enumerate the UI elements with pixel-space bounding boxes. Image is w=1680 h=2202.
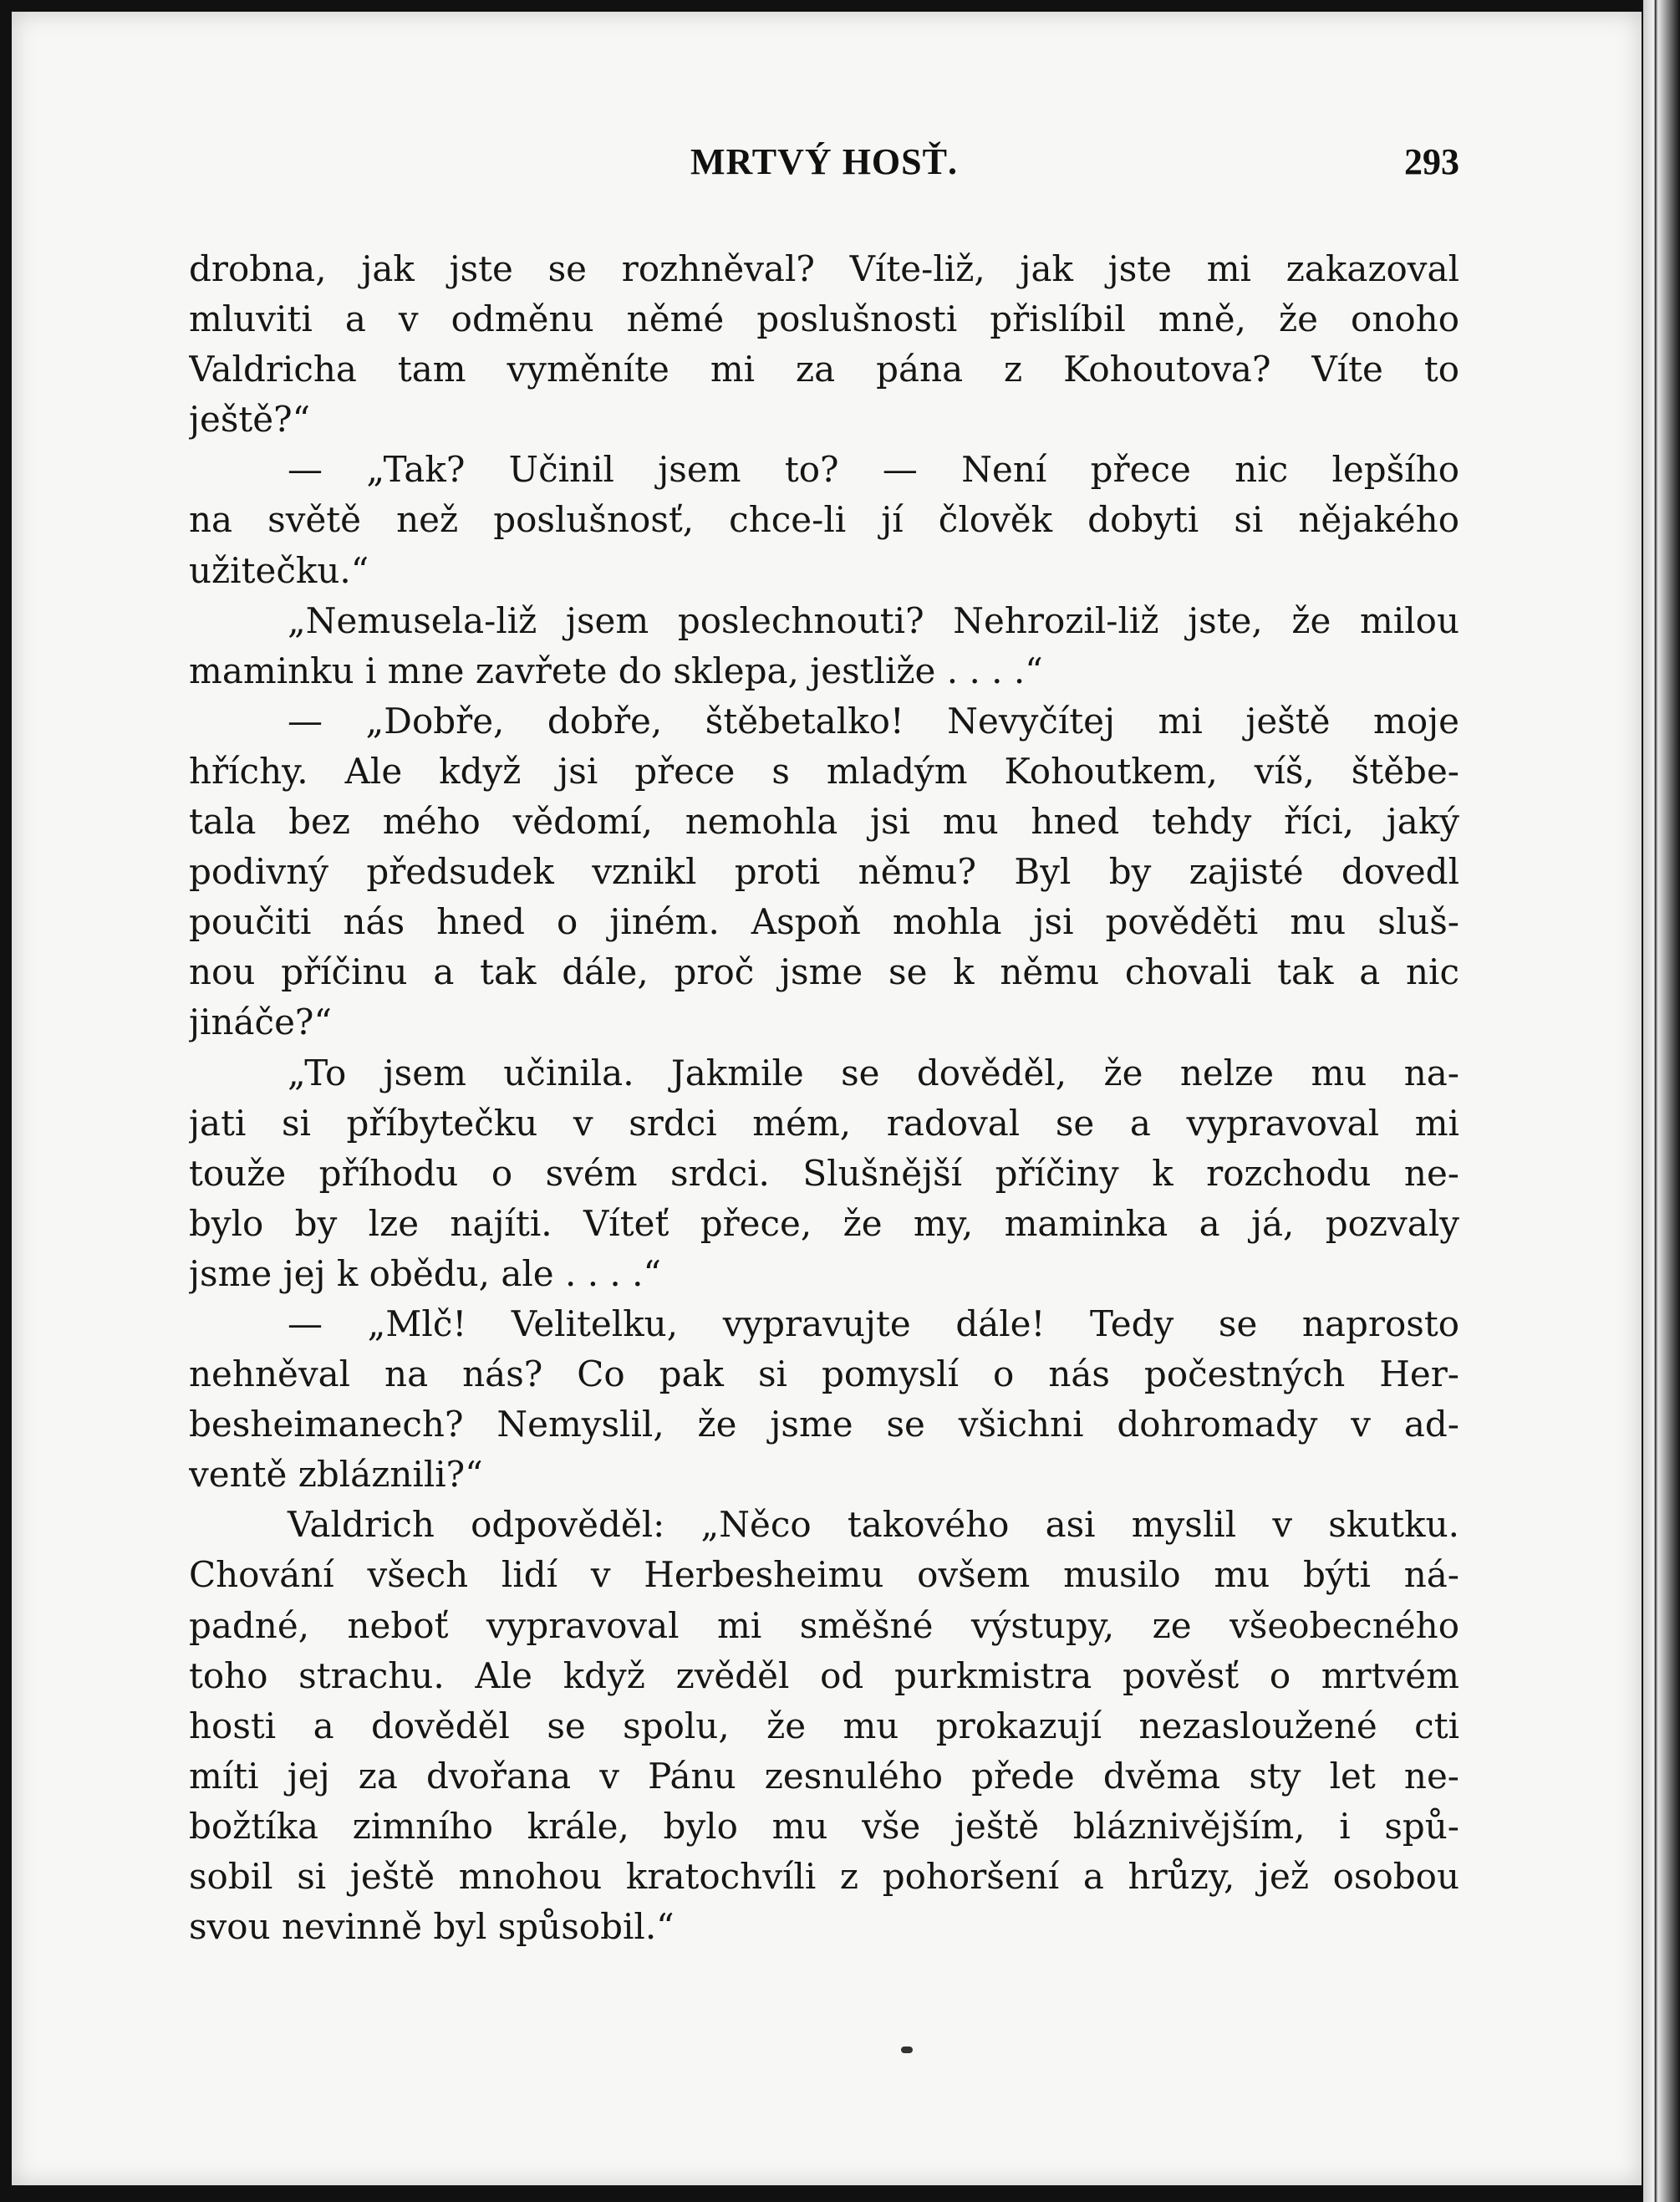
text-line: ventě zbláznili?“ [189, 1454, 483, 1496]
text-line: podivný předsudek vznikl proti němu? Byl by zajisté dovedl [189, 851, 1459, 893]
text-line: ještě?“ [189, 399, 311, 441]
text-line: Valdrich odpověděl: „Něco takového asi myslil v skutku. [288, 1504, 1459, 1546]
text-line: svou nevinně byl spůsobil.“ [189, 1906, 675, 1948]
page-edge-shadow [1643, 0, 1680, 2202]
page-number: 293 [1404, 141, 1459, 182]
text-line: touže příhodu o svém srdci. Slušnější příčiny k rozchodu ne- [189, 1152, 1459, 1194]
page-header [189, 140, 1459, 199]
text-line: — „Dobře, dobře, štěbetalko! Nevyčítej mi ještě moje [288, 700, 1459, 742]
text-line: božtíka zimního krále, bylo mu vše ještě bláznivějším, i spů- [189, 1805, 1459, 1847]
text-line: Valdricha tam vyměníte mi za pána z Kohoutova? Víte to [189, 349, 1459, 390]
text-line: hosti a dověděl se spolu, že mu prokazují nezasloužené cti [189, 1705, 1459, 1746]
text-line: jati si příbytečku v srdci mém, radoval se a vypravoval mi [189, 1102, 1459, 1144]
text-line: maminku i mne zavřete do sklepa, jestliže . . . .“ [189, 650, 1043, 691]
text-line: na světě než poslušnosť, chce-li jí člověk dobyti si nějakého [189, 499, 1459, 541]
text-line: užitečku.“ [189, 549, 369, 591]
text-line: drobna, jak jste se rozhněval? Víte-liž, jak jste mi zakazoval [189, 248, 1459, 289]
body-text [189, 244, 1459, 1952]
ink-speck [901, 2047, 913, 2053]
text-line: sobil si ještě mnohou kratochvíli z pohoršení a hrůzy, jež osobou [189, 1856, 1459, 1897]
text-line: jsme jej k obědu, ale . . . .“ [189, 1252, 661, 1294]
text-line: nou příčinu a tak dále, proč jsme se k němu chovali tak a nic [189, 951, 1459, 993]
text-line: „Nemusela-liž jsem poslechnouti? Nehrozil-liž jste, že milou [288, 599, 1459, 641]
text-line: tala bez mého vědomí, nemohla jsi mu hned tehdy říci, jaký [189, 801, 1459, 843]
text-line: bylo by lze najíti. Víteť přece, že my, maminka a já, pozvaly [189, 1202, 1459, 1244]
text-line: jináče?“ [189, 1002, 332, 1043]
text-line: mluviti a v odměnu němé poslušnosti přislíbil mně, že onoho [189, 298, 1459, 340]
text-line: padné, neboť vypravoval mi směšné výstupy, ze všeobecného [189, 1604, 1459, 1646]
text-line: „To jsem učinila. Jakmile se dověděl, že nelze mu na- [288, 1052, 1459, 1093]
running-title: MRTVÝ HOSŤ. [690, 141, 958, 182]
text-line: nehněval na nás? Co pak si pomyslí o nás počestných Her- [189, 1353, 1459, 1395]
text-line: — „Mlč! Velitelku, vypravujte dále! Tedy se naprosto [288, 1302, 1459, 1344]
text-line: poučiti nás hned o jiném. Aspoň mohla jsi pověděti mu sluš- [189, 901, 1459, 943]
text-line: besheimanech? Nemyslil, že jsme se všichni dohromady v ad- [189, 1404, 1459, 1445]
text-line: hříchy. Ale když jsi přece s mladým Kohoutkem, víš, štěbe- [189, 750, 1459, 792]
text-line: míti jej za dvořana v Pánu zesnulého přede dvěma sty let ne- [189, 1755, 1459, 1797]
text-line: — „Tak? Učinil jsem to? — Není přece nic lepšího [288, 449, 1459, 491]
text-line: toho strachu. Ale když zvěděl od purkmistra pověsť o mrtvém [189, 1654, 1459, 1696]
text-line: Chování všech lidí v Herbesheimu ovšem musilo mu býti ná- [189, 1554, 1459, 1596]
